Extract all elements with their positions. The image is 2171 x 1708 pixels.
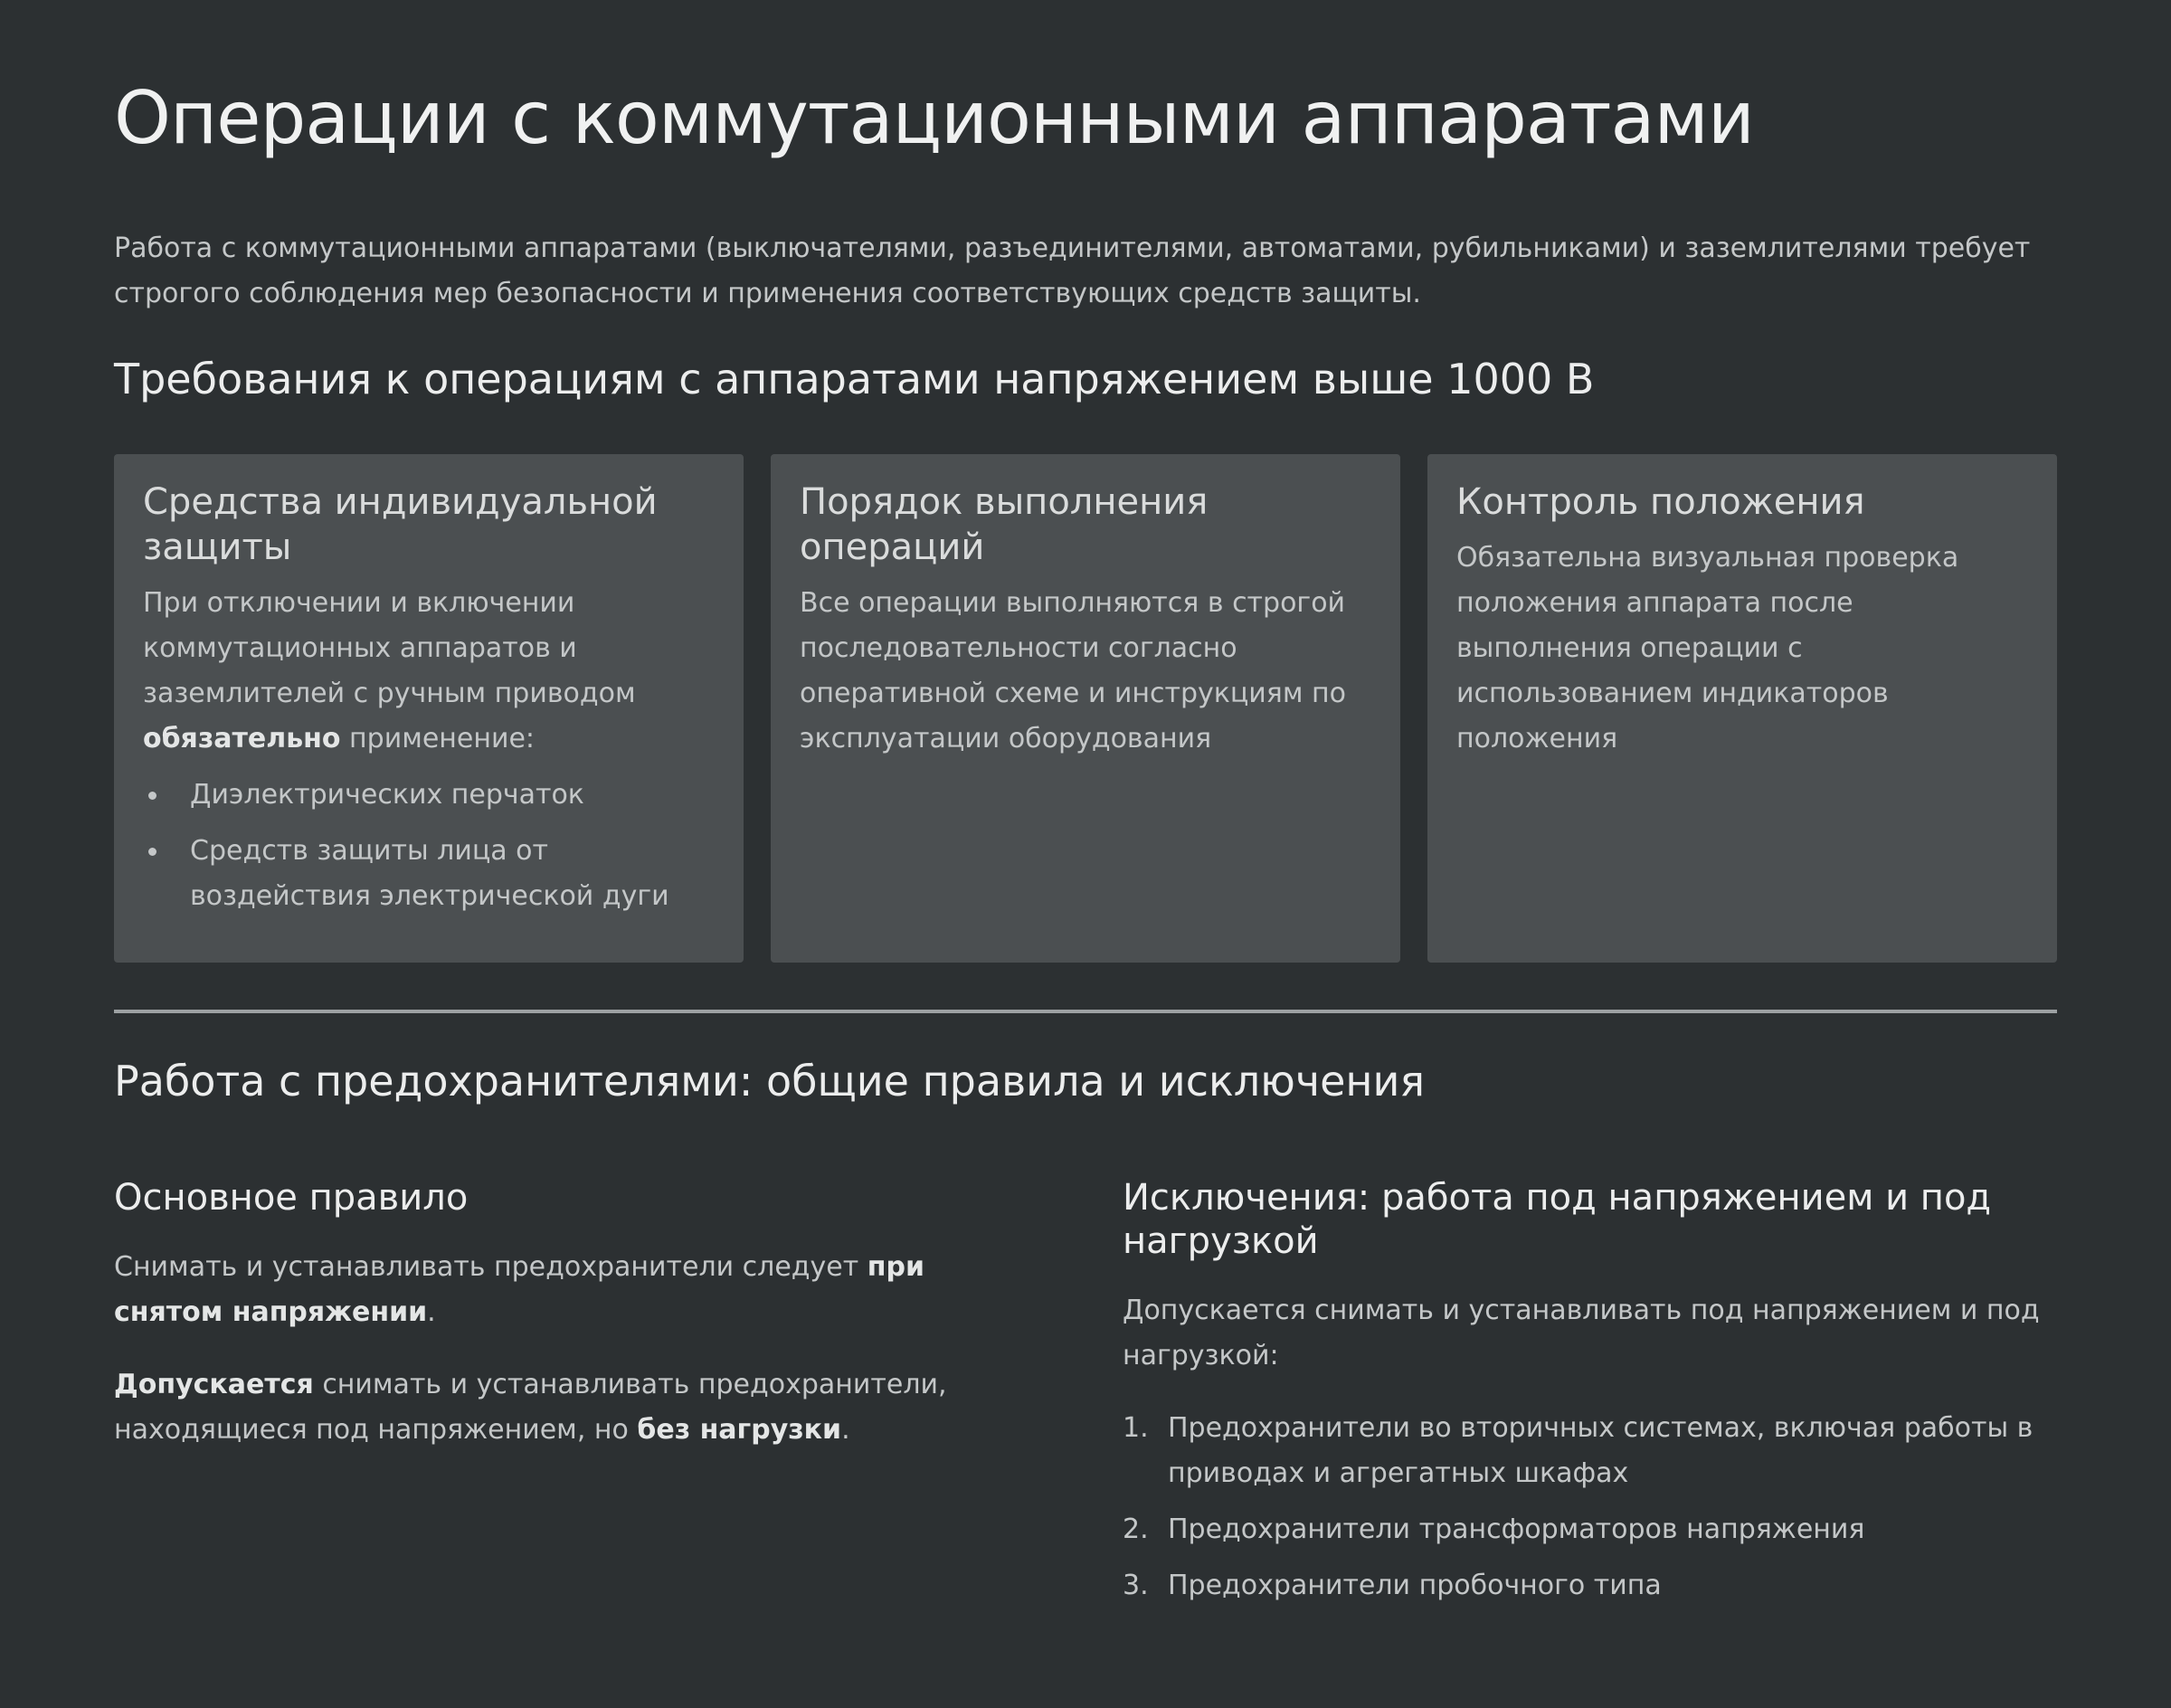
- list-item: [1123, 1563, 2063, 1608]
- card-text-part: При отключении и включении коммутационных аппаратов и заземлителей с ручным приводом: [143, 587, 636, 709]
- card-position-control: [1427, 454, 2057, 963]
- list-item-text: Диэлектрических перчаток: [190, 779, 584, 811]
- list-item: [1123, 1406, 2063, 1496]
- exceptions-list: [1123, 1406, 2063, 1608]
- section-divider: [114, 1010, 2057, 1013]
- exceptions-heading: Исключения: работа под напряжением и под нагрузкой: [1123, 1177, 1992, 1262]
- text-part: Снимать и устанавливать предохранители следует: [114, 1251, 867, 1283]
- card-procedure: [771, 454, 1400, 963]
- main-rule-heading: Основное правило: [114, 1177, 469, 1219]
- list-item: [143, 829, 715, 919]
- requirements-heading: Требования к операциям с аппаратами напряжением выше 1000 В: [114, 355, 1595, 403]
- exceptions-text: Допускается снимать и устанавливать под напряжением и под нагрузкой:: [1123, 1295, 2040, 1371]
- list-item-text: Предохранители во вторичных системах, включая работы в приводах и агрегатных шкафах: [1168, 1412, 2034, 1489]
- bullet-icon: [148, 848, 156, 856]
- main-rule-column: [114, 1176, 1019, 1480]
- card-text-bold: обязательно: [143, 723, 341, 754]
- card-text: [143, 581, 715, 762]
- list-item: [143, 773, 715, 818]
- card-text: Все операции выполняются в строгой последовательности согласно оперативной схеме и инструкциям по эксплуатации оборудования: [800, 587, 1346, 754]
- card-title: Контроль положения: [1456, 481, 1865, 523]
- text-part: .: [841, 1414, 850, 1446]
- card-title: Средства индивидуальной защиты: [143, 481, 658, 568]
- intro-paragraph: Работа с коммутационными аппаратами (выключателями, разъединителями, автоматами, рубильниками) и заземлителями требует строгого соблюдения мер безопасности и применения соответствующих средств защиты.: [114, 232, 2031, 309]
- card-protection: [114, 454, 744, 963]
- text-part: .: [427, 1296, 436, 1328]
- card-text-part: применение:: [340, 723, 536, 754]
- list-item-text: Предохранители трансформаторов напряжения: [1168, 1513, 1865, 1545]
- bullet-list: [143, 773, 715, 919]
- list-item-text: Предохранители пробочного типа: [1168, 1570, 1662, 1601]
- bullet-icon: [148, 792, 156, 800]
- text-bold: при снятом напряжении: [114, 1251, 924, 1328]
- list-number: 3.: [1123, 1570, 1149, 1601]
- main-rule-paragraph-2: [114, 1362, 1019, 1453]
- card-text: Обязательна визуальная проверка положения аппарата после выполнения операции с использованием индикаторов положения: [1456, 542, 1959, 754]
- list-number: 2.: [1123, 1513, 1149, 1545]
- list-number: 1.: [1123, 1412, 1149, 1444]
- card-title: Порядок выполнения операций: [800, 481, 1209, 568]
- text-bold: Допускается: [114, 1369, 314, 1400]
- list-item: [1123, 1507, 2063, 1552]
- page-title: Операции с коммутационными аппаратами: [114, 76, 1754, 160]
- text-bold: без нагрузки: [637, 1414, 842, 1446]
- requirements-cards: [114, 454, 2057, 963]
- exceptions-column: [1123, 1176, 2063, 1619]
- main-rule-paragraph-1: [114, 1245, 1019, 1335]
- fuses-heading: Работа с предохранителями: общие правила и исключения: [114, 1057, 1426, 1105]
- list-item-text: Средств защиты лица от воздействия электрической дуги: [190, 835, 669, 912]
- text-part: снимать и устанавливать предохранители, находящиеся под напряжением, но: [114, 1369, 947, 1446]
